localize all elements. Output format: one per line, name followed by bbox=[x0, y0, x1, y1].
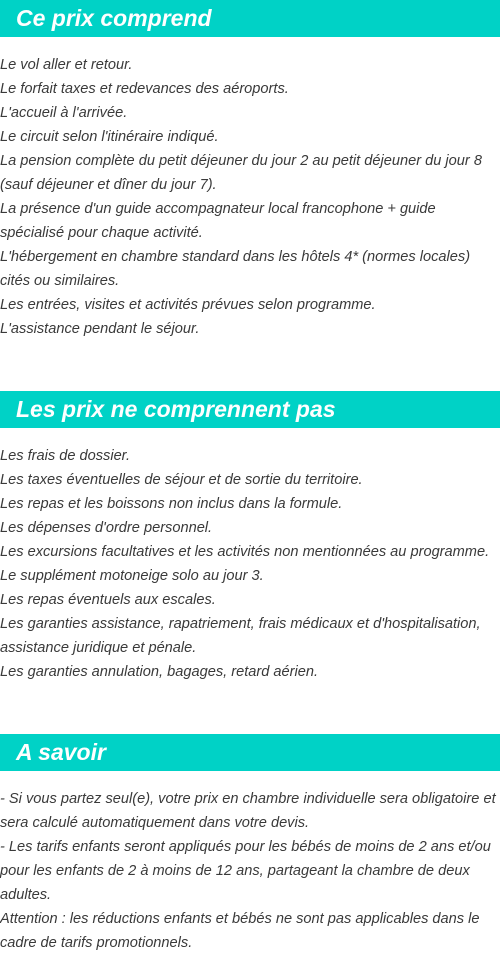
list-item: Attention : les réductions enfants et bébés ne sont pas applicables dans le cadre de tarifs promotionnels. bbox=[0, 911, 480, 951]
section-title-included: Ce prix comprend bbox=[0, 0, 500, 37]
section-title-good-to-know: A savoir bbox=[0, 734, 500, 771]
list-item: Le vol aller et retour. bbox=[0, 57, 133, 73]
list-item: Les excursions facultatives et les activités non mentionnées au programme. bbox=[0, 544, 490, 560]
list-item: La présence d'un guide accompagnateur local francophone + guide spécialisé pour chaque activité. bbox=[0, 201, 436, 241]
list-item: Les garanties annulation, bagages, retard aérien. bbox=[0, 664, 319, 680]
list-item: - Si vous partez seul(e), votre prix en chambre individuelle sera obligatoire et sera calculé automatiquement dans votre devis. bbox=[0, 791, 496, 831]
list-item: Le forfait taxes et redevances des aéroports. bbox=[0, 81, 289, 97]
list-item: Les taxes éventuelles de séjour et de sortie du territoire. bbox=[0, 472, 363, 488]
list-item: Les garanties assistance, rapatriement, frais médicaux et d'hospitalisation, assistance juridique et pénale. bbox=[0, 616, 481, 656]
list-item: L'assistance pendant le séjour. bbox=[0, 321, 200, 337]
list-item: - Les tarifs enfants seront appliqués pour les bébés de moins de 2 ans et/ou pour les enfants de 2 à moins de 12 ans, partageant la chambre de deux adultes. bbox=[0, 839, 491, 903]
good-to-know-list bbox=[0, 787, 500, 955]
list-item: Le supplément motoneige solo au jour 3. bbox=[0, 568, 264, 584]
not-included-list bbox=[0, 444, 500, 684]
included-list bbox=[0, 53, 500, 341]
list-item: Les entrées, visites et activités prévues selon programme. bbox=[0, 297, 376, 313]
list-item: L'accueil à l'arrivée. bbox=[0, 105, 128, 121]
list-item: Les frais de dossier. bbox=[0, 448, 131, 464]
list-item: Le circuit selon l'itinéraire indiqué. bbox=[0, 129, 219, 145]
list-item: L'hébergement en chambre standard dans les hôtels 4* (normes locales) cités ou similaires. bbox=[0, 249, 471, 289]
section-title-not-included: Les prix ne comprennent pas bbox=[0, 391, 500, 428]
list-item: La pension complète du petit déjeuner du jour 2 au petit déjeuner du jour 8 (sauf déjeuner et dîner du jour 7). bbox=[0, 153, 482, 193]
list-item: Les repas éventuels aux escales. bbox=[0, 592, 216, 608]
list-item: Les dépenses d'ordre personnel. bbox=[0, 520, 213, 536]
list-item: Les repas et les boissons non inclus dans la formule. bbox=[0, 496, 343, 512]
